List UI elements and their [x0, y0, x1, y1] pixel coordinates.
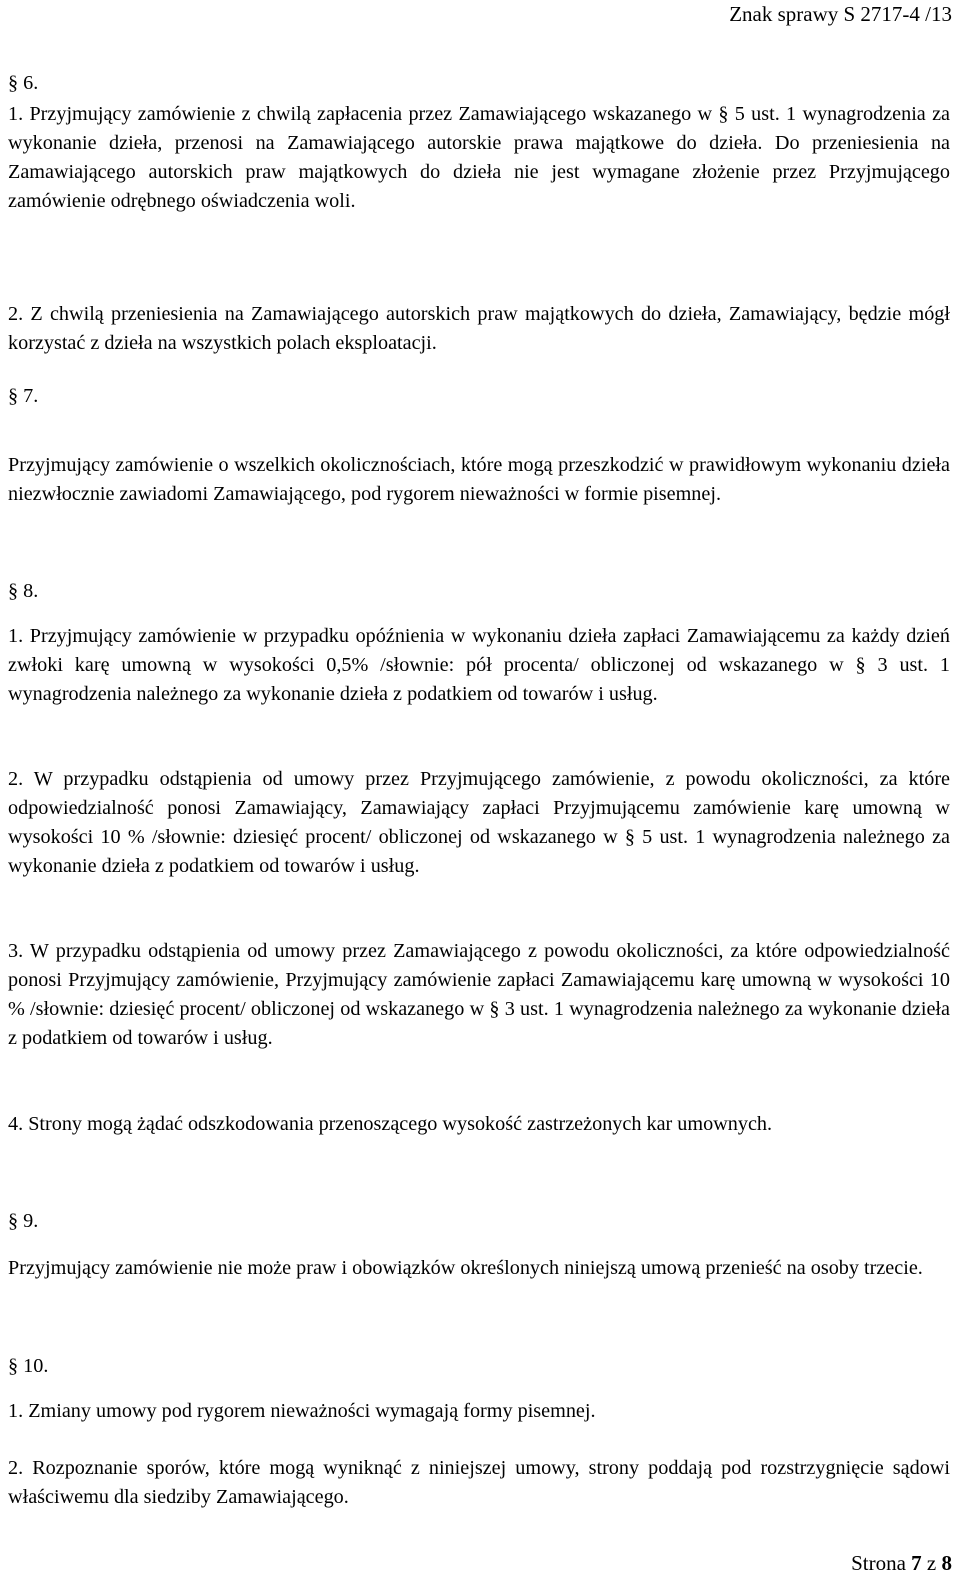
paragraph-9: Przyjmujący zamówienie nie może praw i obowiązków określonych niniejszą umową przenieść na osoby trzecie.	[8, 1257, 923, 1279]
case-number-header: Znak sprawy S 2717-4 /13	[729, 2, 952, 26]
paragraph-6-1: 1. Przyjmujący zamówienie z chwilą zapłacenia przez Zamawiającego wskazanego w § 5 ust. 1 wynagrodzenia za wykonanie dzieła, przenosi na Zamawiającego autorskie prawa majątkowe do dzieła. Do przeniesienia na Zamawiającego autorskich praw majątkowych do dzieła nie jest wymagane złożenie przez Przyjmującego zamówienie odrębnego oświadczenia woli.	[8, 103, 950, 212]
current-page-number: 7	[911, 1551, 922, 1575]
paragraph-6-2: 2. Z chwilą przeniesienia na Zamawiającego autorskich praw majątkowych do dzieła, Zamawiający, będzie mógł korzystać z dzieła na wszystkich polach eksploatacji.	[8, 303, 950, 354]
paragraph-8-1: 1. Przyjmujący zamówienie w przypadku opóźnienia w wykonaniu dzieła zapłaci Zamawiającemu za każdy dzień zwłoki karę umowną w wysokości 0,5% /słownie: pół procenta/ obliczonej od wskazanego w § 3 ust. 1 wynagrodzenia należnego za wykonanie dzieła z podatkiem od towarów i usług.	[8, 625, 950, 705]
paragraph-10-2: 2. Rozpoznanie sporów, które mogą wyniknąć z niniejszej umowy, strony poddają pod rozstrzygnięcie sądowi właściwemu dla siedziby Zamawiającego.	[8, 1457, 950, 1508]
paragraph-8-3: 3. W przypadku odstąpienia od umowy przez Zamawiającego z powodu okoliczności, za które odpowiedzialność ponosi Przyjmujący zamówienie, Przyjmujący zamówienie zapłaci Zamawiającemu karę umowną w wysokości 10 % /słownie: dziesięć procent/ obliczonej od wskazanego w § 3 ust. 1 wynagrodzenia należnego za wykonanie dzieła z podatkiem od towarów i usług.	[8, 940, 950, 1049]
paragraph-8-2: 2. W przypadku odstąpienia od umowy przez Przyjmującego zamówienie, z powodu okoliczności, za które odpowiedzialność ponosi Zamawiający, Zamawiający zapłaci Przyjmującemu zamówienie karę umowną w wysokości 10 % /słownie: dziesięć procent/ obliczonej od wskazanego w § 5 ust. 1 wynagrodzenia należnego za wykonanie dzieła z podatkiem od towarów i usług.	[8, 768, 950, 877]
section-heading-8: § 8.	[8, 580, 39, 602]
section-heading-9: § 9.	[8, 1210, 39, 1232]
section-heading-6: § 6.	[8, 72, 39, 94]
section-heading-10: § 10.	[8, 1355, 49, 1377]
paragraph-7: Przyjmujący zamówienie o wszelkich okolicznościach, które mogą przeszkodzić w prawidłowym wykonaniu dzieła niezwłocznie zawiadomi Zamawiającego, pod rygorem nieważności w formie pisemnej.	[8, 454, 950, 505]
page-number-footer	[851, 1551, 952, 1576]
section-heading-7: § 7.	[8, 385, 39, 407]
paragraph-8-4: 4. Strony mogą żądać odszkodowania przenoszącego wysokość zastrzeżonych kar umownych.	[8, 1113, 773, 1135]
total-pages-number: 8	[941, 1551, 952, 1575]
page-label: Strona	[851, 1551, 906, 1575]
paragraph-10-1: 1. Zmiany umowy pod rygorem nieważności wymagają formy pisemnej.	[8, 1400, 596, 1422]
page-of-label: z	[926, 1551, 937, 1575]
